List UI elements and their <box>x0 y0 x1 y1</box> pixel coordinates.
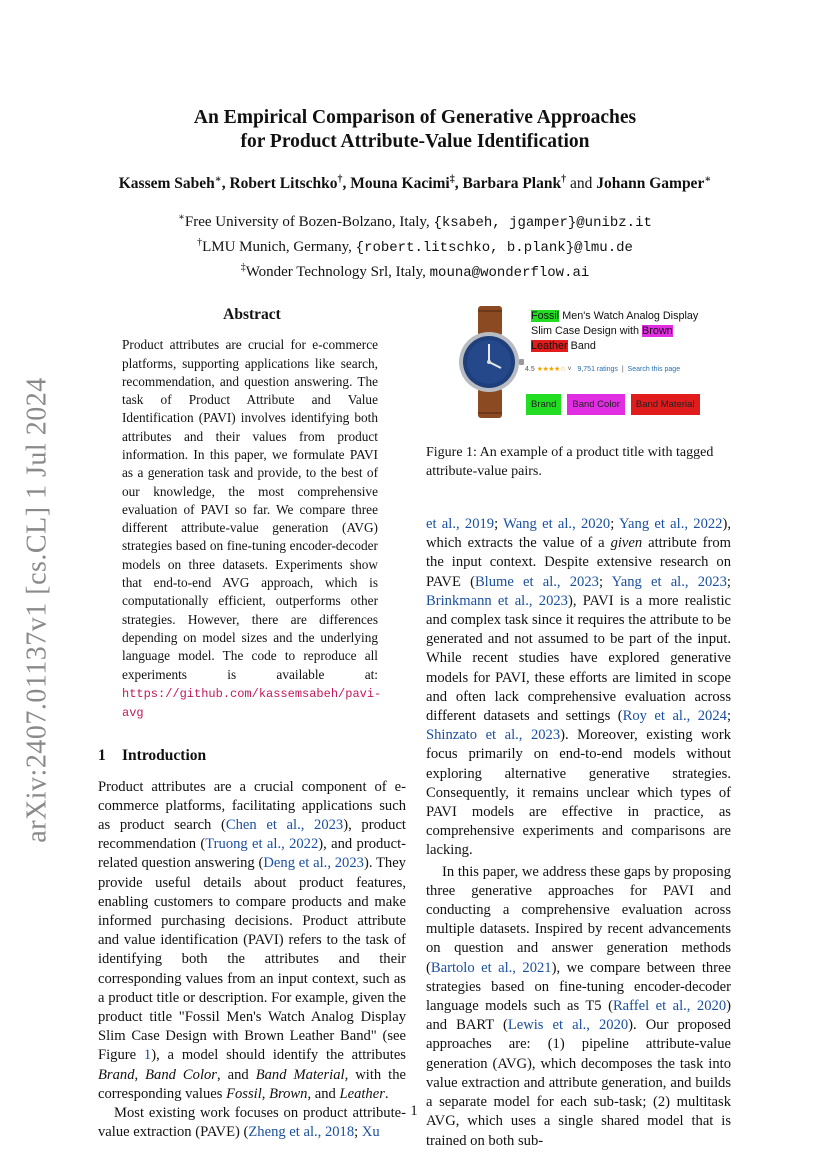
abstract-text <box>122 336 382 722</box>
citation-link[interactable]: Yang et al., 2023 <box>611 573 727 590</box>
intro-paragraph-1: Product attributes are a crucial component of e-commerce platforms, facilitating applications such as product search (Chen et al., 2023), product recommendation (Truong et al., 2022), and product-related question answering (Deng et al., 2023). They provide useful details about product features, enabling customers to compare products and make informed purchasing decisions. Product attribute and value identification (PAVI) refers to the task of identifying both the attributes and their corresponding values from an input context, such as a product title or description. For example, given the product title "Fossil Men's Watch Analog Display Slim Case Design with Brown Leather Band" (see Figure 1), a model should identify the attributes Brand, Band Color, and Band Material, with the corresponding values Fossil, Brown, and Leather. <box>98 778 406 1102</box>
paper-title <box>90 106 740 154</box>
watch-image <box>454 306 526 418</box>
citation-link[interactable]: Brinkmann et al., 2023 <box>426 592 568 609</box>
citation-link[interactable]: Truong et al., 2022 <box>205 836 319 853</box>
abstract-heading: Abstract <box>223 306 281 323</box>
author-name: Kassem Sabeh <box>118 175 215 193</box>
citation-link[interactable]: Xu <box>361 1124 380 1141</box>
contribution-paragraph: In this paper, we address these gaps by proposing three generative approaches for PAVI and conducting a comprehensive evaluation across multiple datasets. Inspired by recent advancements on question and answer generation methods (Bartolo et al., 2021), we compare between three strategies based on fine-tuning encoder-decoder language models such as T5 (Raffel et al., 2020) and BART (Lewis et al., 2020). Our proposed approaches are: (1) pipeline attribute-value generation (AVG), which decomposes the task into value extraction and attribute generation, and builds a separate model for each sub-task; (2) multitask AVG, which uses a single shared model that is trained on both sub- <box>426 863 731 1149</box>
left-column <box>98 305 406 1143</box>
affiliation-text: Free University of Bozen-Bolzano, Italy, <box>184 214 430 230</box>
affiliation-line <box>90 258 740 283</box>
attribute-legend <box>526 394 700 415</box>
affiliation-text: Wonder Technology Srl, Italy, <box>245 264 426 280</box>
citation-link[interactable]: Zheng et al., 2018 <box>248 1124 355 1141</box>
author-mark: ‡ <box>449 174 455 185</box>
citation-link[interactable]: Bartolo et al., 2021 <box>430 959 552 976</box>
author-name: Barbara Plank <box>462 175 562 193</box>
section-number: 1 <box>98 747 106 765</box>
product-title-text: Band <box>567 340 596 352</box>
product-title-text: Men's Watch Analog Display Slim Case Design with <box>531 310 699 337</box>
code-link[interactable]: https://github.com/kassemsabeh/pavi-avg <box>122 686 382 721</box>
right-column-text <box>426 515 731 1151</box>
search-page-link: Search this page <box>627 366 681 373</box>
affiliations <box>90 208 740 283</box>
citation-link[interactable]: Raffel et al., 2020 <box>612 998 727 1015</box>
author-conjunction: and <box>569 175 593 193</box>
citation-link[interactable]: Roy et al., 2024 <box>622 708 727 725</box>
affiliation-mark: † <box>197 237 203 248</box>
product-title <box>531 309 706 354</box>
legend-band-material: Band Material <box>631 394 700 415</box>
author-mark: † <box>337 174 343 185</box>
affiliation-email[interactable]: {robert.litschko, b.plank}@lmu.de <box>355 240 633 256</box>
page-number: 1 <box>410 1103 418 1119</box>
author-mark: ∗ <box>704 174 712 185</box>
affiliation-text: LMU Munich, Germany, <box>202 239 352 255</box>
paper-title-line-2: for Product Attribute-Value Identification <box>240 131 590 152</box>
citation-link[interactable]: Yang et al., 2022 <box>618 516 723 532</box>
star-rating-icon: ★★★★☆ <box>536 366 566 373</box>
paper-title-line-1: An Empirical Comparison of Generative Approaches <box>193 107 637 128</box>
citation-link[interactable]: Chen et al., 2023 <box>225 817 344 834</box>
affiliation-email[interactable]: mouna@wonderflow.ai <box>429 265 590 281</box>
section-heading-introduction <box>98 746 406 765</box>
author-mark: ∗ <box>214 174 222 185</box>
right-column <box>426 302 731 1151</box>
affiliation-line <box>90 208 740 233</box>
legend-band-color: Band Color <box>567 394 625 415</box>
attribute-value-brand: Fossil <box>531 310 560 322</box>
continuation-paragraph: et al., 2019; Wang et al., 2020; Yang et al., 2022), which extracts the value of a given attribute from the input context. Despite extensive research on PAVE (Blume et al., 2023; Yang et al., 2023; Brinkmann et al., 2023), PAVI is a more realistic and complex task since it requires the attribute to be generated and not assumed to be part of the input. While recent studies have explored generative models for PAVI, these efforts are limited in scope and often lack comprehensive evaluation across different datasets and settings (Roy et al., 2024; Shinzato et al., 2023). Moreover, existing work focus primarily on end-to-end models without exploring alternative generative strategies. Consequently, it remains unclear which types of PAVI models are effective in practice, as comprehensive experiments and comparisons are lacking. <box>426 516 732 859</box>
attribute-value-band-color: Brown <box>642 325 673 337</box>
abstract-body: Product attributes are crucial for e-commerce platforms, supporting applications like search, recommendation, and question answering. The task of Product Attribute and Value Identification (PAVI) involves identifying both attributes and their values from product information. In this paper, we formulate PAVI as a generation task and provide, to the best of our knowledge, the most comprehensive evaluation of PAVI so far. We compare three different attribute-value generation (AVG) strategies based on fine-tuning encoder-decoder models on three datasets. Experiments show that end-to-end AVG approach, which is computationally efficient, outperforms other strategies. However, there are differences depending on model sizes and the underlying language model. The code to reproduce all experiments is available at: <box>122 337 378 682</box>
citation-link[interactable]: Blume et al., 2023 <box>474 573 599 590</box>
section-title: Introduction <box>122 747 207 765</box>
rating-row: 4.5 ★★★★☆ ˅ 9,751 ratings | Search this page <box>525 366 681 373</box>
figure-caption: Figure 1: An example of a product title with tagged attribute-value pairs. <box>426 445 714 479</box>
figure-reference[interactable]: 1 <box>143 1047 152 1064</box>
citation-link[interactable]: Wang et al., 2020 <box>503 516 611 532</box>
author-list: Kassem Sabeh∗, Robert Litschko†, Mouna Kacimi‡, Barbara Plank† and Johann Gamper∗ <box>118 174 712 193</box>
rating-value: 4.5 <box>525 366 535 373</box>
affiliation-line <box>90 233 740 258</box>
arxiv-identifier-text: arXiv:2407.01137v1 [cs.CL] 1 Jul 2024 <box>22 377 54 843</box>
legend-brand: Brand <box>526 394 561 415</box>
citation-link[interactable]: Deng et al., 2023 <box>263 855 364 872</box>
author-name: Mouna Kacimi <box>350 175 450 193</box>
citation-link[interactable]: Shinzato et al., 2023 <box>426 727 561 744</box>
author-mark: † <box>561 174 567 185</box>
intro-paragraph-2: Most existing work focuses on product attribute-value extraction (PAVE) (Zheng et al., 2018; Xu <box>98 1105 406 1141</box>
attribute-value-band-material: Leather <box>531 340 568 352</box>
affiliation-mark: ∗ <box>178 212 185 223</box>
author-name: Robert Litschko <box>229 175 338 193</box>
citation-link[interactable]: Lewis et al., 2020 <box>507 1017 629 1034</box>
arxiv-identifier <box>18 377 58 843</box>
affiliation-mark: ‡ <box>240 262 246 273</box>
affiliation-email[interactable]: {ksabeh, jgamper}@unibz.it <box>433 215 652 231</box>
figure-1 <box>426 302 731 436</box>
ratings-count: 9,751 ratings <box>577 366 618 373</box>
citation-link[interactable]: et al., 2019 <box>426 516 495 532</box>
author-name: Johann Gamper <box>596 175 705 193</box>
